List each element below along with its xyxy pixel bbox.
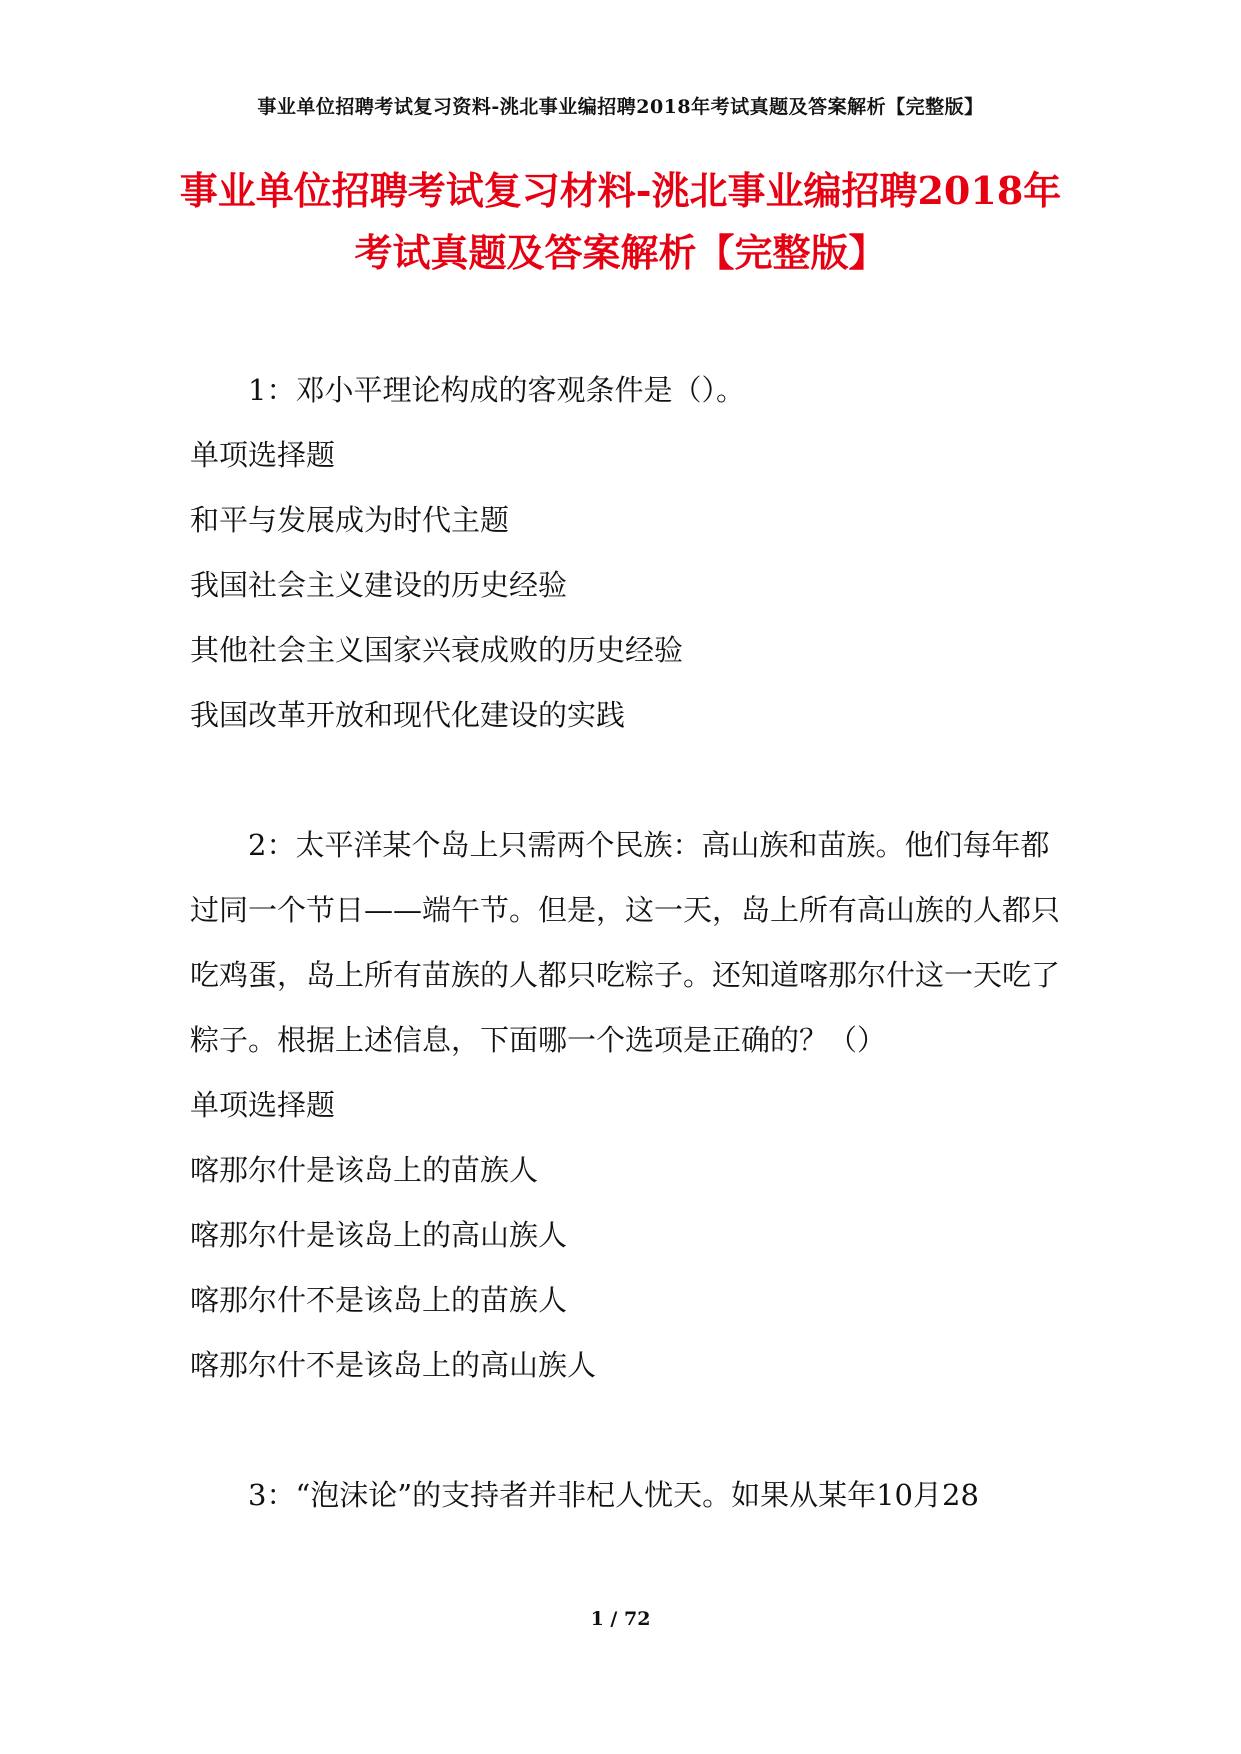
page-number: 1 / 72: [590, 1608, 651, 1630]
question-type: 单项选择题: [190, 1088, 336, 1122]
question-stem: 1：邓小平理论构成的客观条件是（）。: [248, 373, 745, 407]
question-option: 和平与发展成为时代主题: [190, 503, 510, 537]
question-3: [190, 1463, 1060, 1528]
question-stem: 3：“泡沫论”的支持者并非杞人忧天。如果从某年10月28: [248, 1478, 979, 1512]
question-option: 喀那尔什是该岛上的苗族人: [190, 1153, 539, 1187]
question-type: 单项选择题: [190, 438, 336, 472]
question-option: 其他社会主义国家兴衰成败的历史经验: [190, 633, 684, 667]
question-option: 我国改革开放和现代化建设的实践: [190, 698, 626, 732]
question-option: 喀那尔什是该岛上的高山族人: [190, 1218, 568, 1252]
question-option: 喀那尔什不是该岛上的高山族人: [190, 1348, 597, 1382]
document-title-line-2: 考试真题及答案解析【完整版】: [354, 230, 887, 275]
document-title: [150, 160, 1091, 284]
question-2: [190, 813, 1060, 1398]
document-title-line-1: 事业单位招聘考试复习材料-洮北事业编招聘2018年: [179, 168, 1062, 213]
question-option: 喀那尔什不是该岛上的苗族人: [190, 1283, 568, 1317]
question-stem: 2：太平洋某个岛上只需两个民族：高山族和苗族。他们每年都过同一个节日——端午节。但是，这一天，岛上所有高山族的人都只吃鸡蛋，岛上所有苗族的人都只吃粽子。还知道喀那尔什这一天吃了粽子。根据上述信息，下面哪一个选项是正确的？（）: [190, 828, 1061, 1057]
running-header: 事业单位招聘考试复习资料-洮北事业编招聘2018年考试真题及答案解析【完整版】: [257, 96, 984, 118]
question-option: 我国社会主义建设的历史经验: [190, 568, 568, 602]
question-1: [190, 358, 1060, 748]
document-body: [190, 358, 1060, 1593]
